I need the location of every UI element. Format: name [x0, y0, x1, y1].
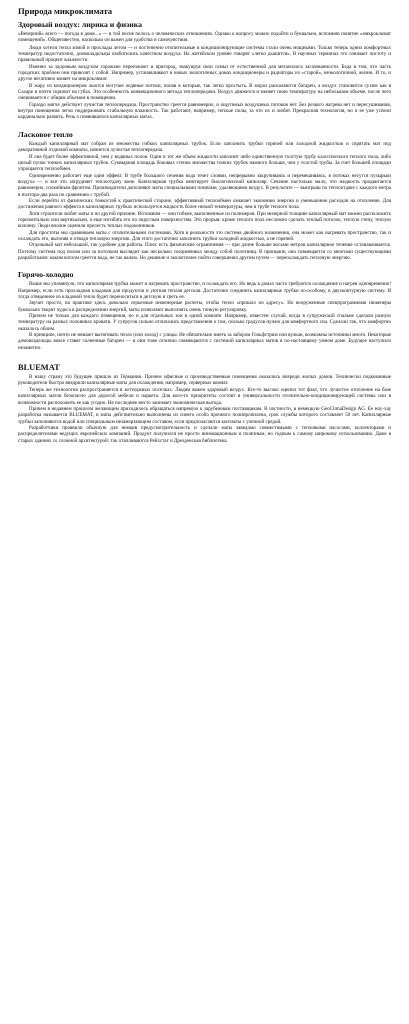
paragraph: Гораздо мягче действует лучистая теплопередача. Пространство греется равномерно, и ощутимых воздушных потоков нет. Без резкого нагрева нет и пересушивания, внутри помещения легко поддерживать стабильную влажность. Так работают, например, теплые полы, за что их и любят. Прекрасная технология, но и ее уже успели кардинально развить. Речь о появившихся капиллярных матах.: [18, 101, 391, 121]
paragraph: «Вечерний» всего — погода в доме...» — в той песне пелось о человеческих отношениях. Однако к вопросу можно подойти и буквально, вспомнив понятие «микроклимат помещений». Общеизвестно, насколько он важен для удобства и самочувствия.: [18, 31, 391, 44]
paragraph: Хотя строители любят маты и по другой причине. Вспомним — они гибкие, выполненные из полимеров. При мизерной толщине капиллярный мат можно расположить горизонтально или вертикально, а еще изгибать его по округлым поверхностям. Это прорыв: кроме теплого пола несложно сделать теплый потолок, теплую стену, теплую колонну. Люди вполне оценили прелесть теплых подоконников.: [18, 210, 391, 230]
paragraph: И она будет более эффективной, чем у водяных полов. Один и тот же объем жидкости заполнит либо единственную толстую трубу классического теплого пола, либо целый пучок тонких капиллярных трубок. Суммарная площадь боковых стенок множества тонких трубок намного больше, чем у толстой трубы. За счет большей площади упрощается теплообмен.: [18, 153, 391, 173]
section-hot-cold: [18, 270, 391, 351]
section-heading: Здоровый воздух: лирика и физика: [18, 20, 143, 29]
paragraph: В принципе, ничто не мешает вытягивать тепло (или холод) с улицы. Не обязательно иметь за забором Гольфстрим или вулкан, возможны источники много. Некоторые домовладельцы вовсе ставят солнечные батареи — и они тоже отлично совмещаются с системой капиллярных матов в по-настоящему умном доме. Будущее наступило незаметно.: [18, 332, 391, 351]
article-title: Природа микроклимата: [18, 6, 113, 16]
article: [0, 0, 409, 444]
paragraph: Причем не только для каждого помещения, но и для отдельных зон в одной комнате. Например, известен случай, когда в супружеской спальне сделали разную температуру на разных половинах кровати. У супругов сильно отличались представления о том, сколько градусов нужно для комфортного сна. Сделали так, что комфортно оказалось обоим.: [18, 313, 391, 332]
paragraph: Выше мы упомянули, что капиллярная трубка может и нагревать пространство, и охлаждать его. Но ведь в домах часто требуются охлаждение и нагрев одновременно! Например, если есть прохладная кладовая для продуктов и уютная теплая детская. Достаточно соединить капиллярные трубки по-особому, в двухконтурную систему. И тогда отведенное из кладовой тепло будет переноситься в детскую и греть ее.: [18, 281, 391, 301]
paragraph: Причем в недавнем прошлом желающим приходилось обращаться напрямую к зарубежным поставщикам. В частности, в немецкую GeoClimaDesign AG. Ее ноу-хау разработка называется BLUEMAT, и маты действительно выполнены из синего особо прочного полипропилена, срок службы которого составляет 50 лет. Капиллярные трубки заполняются водой или специальным незамерзающим составом, если предполагаются контакты с уличной средой.: [18, 405, 391, 425]
section-heading: BLUEMAT: [18, 363, 60, 373]
paragraph: В жару из кондиционеров льются могучие ледяные потоки, попав в которые, так легко простыть. В мороз раскаляются батареи, а воздух становится сухим как в Сахаре и почти скрипит на губах. Это особенность конвекционного метода теплопередачи. Воздух движется и меняет свою температуру на небольшом объеме, после чего смешивается с общим объемом в помещении.: [18, 82, 391, 102]
paragraph: Для простоты мы сравниваем маты с отопительными системами. Хотя в реальности это система двойного назначения, она может как нагревать пространство, так и охлаждать его, выгоняя и отводя тепловую энергию. Для этого достаточно заполнить трубки холодной жидкостью, а не горячей.: [18, 229, 391, 242]
paragraph: Одновременно работает еще один эффект. В трубе большого сечения вода течет слоями, непрерывно закручиваясь и перемешиваясь, в потоках несутся пузырьки воздуха — и все это затрудняет теплоотдачу воне. Капиллярная трубка имитирует биологический капилляр. Сечение настолько мало, что жидкость продвигается равномерно, спокойным фронтом. Производители дополняют маты специальными помпами, удаляющими воздух. В результате — выигрыш по теплоотдаче с каждого метра в полтора-два раза по сравнению с трубой.: [18, 172, 391, 198]
section-heading: Ласковое тепло: [18, 129, 73, 139]
paragraph: В нашу страну это будущее пришло из Германии. Причем офисные и производственные помещения оказались впереди жилых домов. Технически подкованные руководители быстро внедрили капиллярные маты для охлаждения, например, серверных комнат.: [18, 374, 391, 387]
paragraph: Если перейти от физических тонкостей к практической стороне, эффективный теплообмен означает экономию энергии и уменьшение расходов на отопление. Для достижения равного эффекта в капиллярных трубках используется жидкость более низкой температуры, чем в трубе теплого пола.: [18, 197, 391, 211]
paragraph: Каждый капиллярный мат собран из множества гибких капиллярных трубок. Если заполнить трубки горячей или холодной жидкостью и спрятать мат под декоративной отделкой комнаты, начнется лучистая теплопередача.: [18, 140, 391, 154]
section-bluemat: [18, 362, 391, 444]
section-heading: Горячо-холодно: [18, 270, 74, 280]
paragraph: Разработчики проявили обычную для немцев предусмотрительность и сделали маты заведомо совместимыми с тепловыми насосами, коллекторами и распределителями ведущих европейских компаний. Продукт получился не просто инновационным и полезным, но годным к самому широкому использованию. Даже в старых зданиях со сложной архитектурой: так отапливаются Рейхстаг и Дрезденская библиотека.: [18, 424, 391, 444]
paragraph: Люди хотели тепла зимой и прохлады летом — и постепенно отопительные и кондиционирующие системы стали очень мощными. Только теперь одних комфортных температур недостаточно, домовладельцы озаботились качеством воздуха. На житейском уровне говорят «легко дышится». В научных терминах это означает чистоту и правильный процент влажности.: [18, 44, 391, 64]
section-healthy-air: [18, 20, 391, 121]
paragraph: Звучит просто, на практике здесь довольно серьезные инженерные расчеты, чтобы тепло «пришло по адресу». Но вооруженные спецпрограммами инженеры буквально творят чудеса в распределении энергий, маты позволяют выполнять очень тонкую регулировку.: [18, 300, 391, 313]
paragraph: Отдельный мат небольшой, так удобнее для работы. Плюс есть физические ограничения — при длине больше восьми метров капиллярное течение останавливается. Поэтому система под полом или за потолком выглядит как несколько соединенных между собой полотнищ. В принципе, она совмещается со многими существующими разработками: каким котлом греется вода, не так важно. Но дешевле и экологичнее пойти совершенно другим путем — переохлаждать тепловую энергию.: [18, 242, 391, 261]
paragraph: Теперь же технология распространяется в коттеджных поселках. Людям важен здоровый воздух. Кто-то высоко оценил тот факт, что лучистое отопление на базе капиллярных матов безопасно для дорогой мебели и паркета. Для кого-то приоритеты состоят в универсальности отопительно-кондиционирующей системы или в возможности расположить ее как угодно. Не последнее место занимает экономическая выгода.: [18, 386, 391, 406]
paragraph: Именно за здоровым воздухом горожане переезжают в пригород, эвакуируя свои семьи от естественной для мегаполиса загазованности. Беда в том, что часть городских проблем они привозят с собой. Например, устанавливают в новых экологичных домах кондиционеры и радиаторы из «старой», неэкологичной, жизни. И то, и другое негативно влияет на микроклимат.: [18, 63, 391, 83]
section-gentle-warmth: [18, 130, 391, 262]
